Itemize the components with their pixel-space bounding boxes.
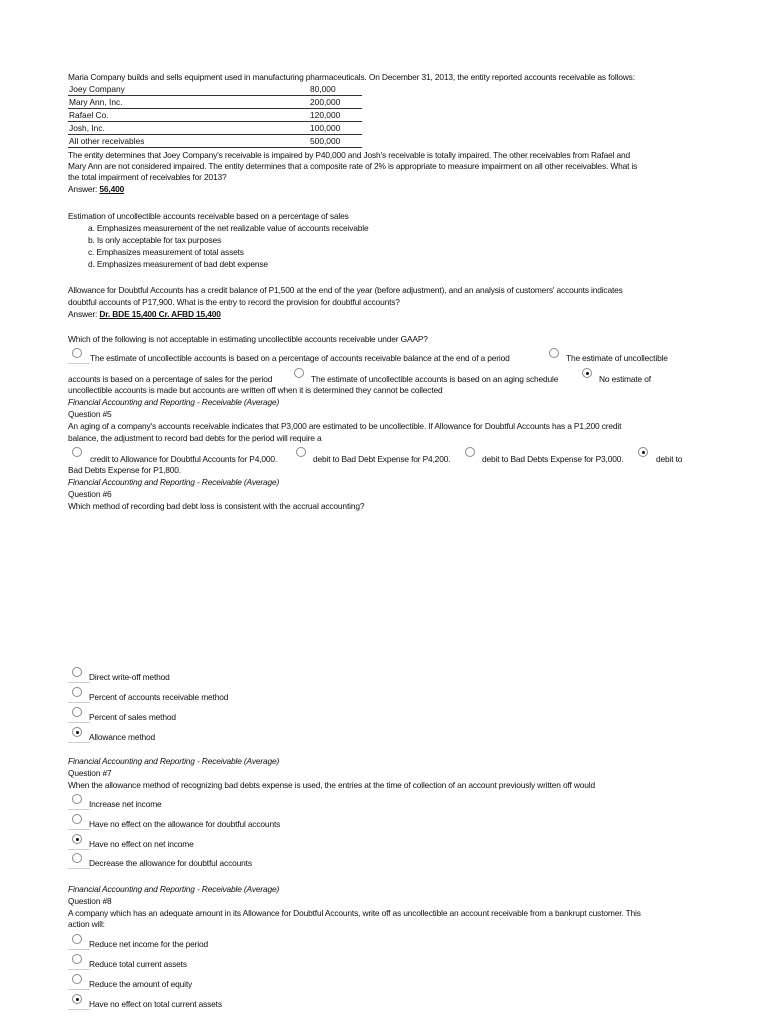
- q4-option-3-label[interactable]: The estimate of uncollectible accounts is based on an aging schedule: [311, 374, 559, 384]
- q8-option-4-label[interactable]: Have no effect on total current assets: [89, 999, 222, 1009]
- q7-option-4-radio[interactable]: [72, 853, 82, 863]
- problem-intro: Maria Company builds and sells equipment used in manufacturing pharmaceuticals. On December 31, 2013, the entity reported accounts receivable as follows:: [68, 72, 635, 82]
- q4-option-2-label-cont[interactable]: accounts is based on a percentage of sales for the period: [68, 374, 273, 384]
- q8-option-2-radio[interactable]: [72, 954, 82, 964]
- q7-option-3-radio[interactable]: [72, 834, 82, 844]
- q7-option-1-radio[interactable]: [72, 794, 82, 804]
- option-underline: [68, 969, 90, 970]
- q6-option-3-label[interactable]: Percent of sales method: [89, 712, 176, 722]
- q8-option-1-radio[interactable]: [72, 934, 82, 944]
- q5-option-4-label-cont[interactable]: Bad Debts Expense for P1,800.: [68, 465, 181, 475]
- answer-value: 56,400: [99, 184, 125, 194]
- q4-option-4-label-cont[interactable]: uncollectible accounts is made but accounts are written off when it is determined they cannot be collected: [68, 385, 443, 395]
- table-row: Josh, Inc. 100,000: [68, 122, 362, 135]
- q5-text-line: An aging of a company's accounts receivable indicates that P3,000 are estimated to be uncollectible. If Allowance for Doubtful Accounts has a P1,200 credit: [68, 421, 622, 431]
- q5-number: Question #5: [68, 409, 112, 419]
- table-row: All other receivables 500,000: [68, 135, 362, 148]
- q4-option-4-label[interactable]: No estimate of: [599, 374, 651, 384]
- option-underline: [68, 809, 90, 810]
- q8-text-line: action will:: [68, 919, 105, 929]
- option-underline: [68, 868, 90, 869]
- q6-option-2-label[interactable]: Percent of accounts receivable method: [89, 692, 229, 702]
- q4-option-1-radio[interactable]: [72, 348, 82, 358]
- q8-option-3-radio[interactable]: [72, 974, 82, 984]
- q7-number: Question #7: [68, 768, 112, 778]
- q3-text-line: doubtful accounts of P17,900. What is the entry to record the provision for doubtful accounts?: [68, 297, 400, 307]
- q4-option-1-label[interactable]: The estimate of uncollectible accounts is based on a percentage of accounts receivable balance at the end of a period: [90, 353, 510, 363]
- q5-option-2-radio[interactable]: [296, 447, 306, 457]
- q2-option: b. Is only acceptable for tax purposes: [88, 235, 222, 245]
- option-underline: [68, 849, 90, 850]
- q5-category: Financial Accounting and Reporting - Receivable (Average): [68, 397, 280, 407]
- option-underline: [68, 722, 90, 723]
- table-row: Rafael Co. 120,000: [68, 109, 362, 122]
- q4-option-3-radio[interactable]: [294, 368, 304, 378]
- q6-option-2-radio[interactable]: [72, 687, 82, 697]
- option-underline: [68, 742, 90, 743]
- q6-stem: Which method of recording bad debt loss is consistent with the accrual accounting?: [68, 501, 365, 511]
- table-row: Mary Ann, Inc. 200,000: [68, 96, 362, 109]
- q2-option: c. Emphasizes measurement of total assets: [88, 247, 244, 257]
- q2-option: a. Emphasizes measurement of the net realizable value of accounts receivable: [88, 223, 369, 233]
- q6-option-4-label[interactable]: Allowance method: [89, 732, 156, 742]
- option-underline: [68, 363, 90, 364]
- q2-option: d. Emphasizes measurement of bad debt expense: [88, 259, 268, 269]
- option-underline: [68, 829, 90, 830]
- q4-option-2-radio[interactable]: [549, 348, 559, 358]
- q8-option-3-label[interactable]: Reduce the amount of equity: [89, 979, 193, 989]
- answer-value: Dr. BDE 15,400 Cr. AFBD 15,400: [99, 309, 221, 319]
- q1-answer: [68, 184, 124, 195]
- q5-option-3-label[interactable]: debit to Bad Debts Expense for P3,000.: [482, 454, 624, 464]
- option-underline: [68, 949, 90, 950]
- q7-option-1-label[interactable]: Increase net income: [89, 799, 162, 809]
- q4-stem: Which of the following is not acceptable in estimating uncollectible accounts receivable under GAAP?: [68, 334, 428, 344]
- q5-option-3-radio[interactable]: [465, 447, 475, 457]
- q5-text-line: balance, the adjustment to record bad debts for the period will require a: [68, 433, 322, 443]
- receivables-table: [68, 83, 362, 148]
- q7-option-2-radio[interactable]: [72, 814, 82, 824]
- q5-option-4-radio[interactable]: [638, 447, 648, 457]
- q7-stem: When the allowance method of recognizing bad debts expense is used, the entries at the time of collection of an account previously written off would: [68, 780, 595, 790]
- q5-option-4-label[interactable]: debit to: [656, 454, 683, 464]
- option-underline: [68, 1009, 90, 1010]
- q6-option-1-label[interactable]: Direct write-off method: [89, 672, 170, 682]
- q5-option-1-label[interactable]: credit to Allowance for Doubtful Accounts for P4,000.: [90, 454, 278, 464]
- answer-label: Answer:: [68, 309, 100, 319]
- q6-option-3-radio[interactable]: [72, 707, 82, 717]
- option-underline: [68, 682, 90, 683]
- q1-text-line: the total impairment of receivables for 2013?: [68, 172, 227, 182]
- q1-text-line: Mary Ann are not considered impaired. The entity determines that a composite rate of 2% is appropriate to measure impairment on all other receivables. What is: [68, 161, 638, 171]
- q8-category: Financial Accounting and Reporting - Receivable (Average): [68, 884, 280, 894]
- q3-answer: [68, 309, 221, 320]
- q7-category: Financial Accounting and Reporting - Receivable (Average): [68, 756, 280, 766]
- q6-option-1-radio[interactable]: [72, 667, 82, 677]
- table-row: Joey Company 80,000: [68, 83, 362, 96]
- q8-option-4-radio[interactable]: [72, 994, 82, 1004]
- q2-stem: Estimation of uncollectible accounts receivable based on a percentage of sales: [68, 211, 349, 221]
- q6-option-4-radio[interactable]: [72, 727, 82, 737]
- q3-text-line: Allowance for Doubtful Accounts has a credit balance of P1,500 at the end of the year (before adjustment), and an analysis of customers' accounts indicates: [68, 285, 623, 295]
- q8-text-line: A company which has an adequate amount in its Allowance for Doubtful Accounts, write off as uncollectible an account receivable from a bankrupt customer. This: [68, 908, 641, 918]
- q8-number: Question #8: [68, 896, 112, 906]
- q6-category: Financial Accounting and Reporting - Receivable (Average): [68, 477, 280, 487]
- q1-text-line: The entity determines that Joey Company's receivable is impaired by P40,000 and Josh's receivable is totally impaired. The other receivables from Rafael and: [68, 150, 631, 160]
- q7-option-3-label[interactable]: Have no effect on net income: [89, 839, 194, 849]
- q6-number: Question #6: [68, 489, 112, 499]
- answer-label: Answer:: [68, 184, 100, 194]
- q5-option-2-label[interactable]: debit to Bad Debt Expense for P4,200.: [313, 454, 451, 464]
- q4-option-2-label[interactable]: The estimate of uncollectible: [566, 353, 668, 363]
- option-underline: [68, 702, 90, 703]
- option-underline: [68, 989, 90, 990]
- q7-option-4-label[interactable]: Decrease the allowance for doubtful accounts: [89, 858, 252, 868]
- q5-option-1-radio[interactable]: [72, 447, 82, 457]
- q8-option-1-label[interactable]: Reduce net income for the period: [89, 939, 209, 949]
- q8-option-2-label[interactable]: Reduce total current assets: [89, 959, 187, 969]
- q4-option-4-radio[interactable]: [582, 368, 592, 378]
- q7-option-2-label[interactable]: Have no effect on the allowance for doubtful accounts: [89, 819, 281, 829]
